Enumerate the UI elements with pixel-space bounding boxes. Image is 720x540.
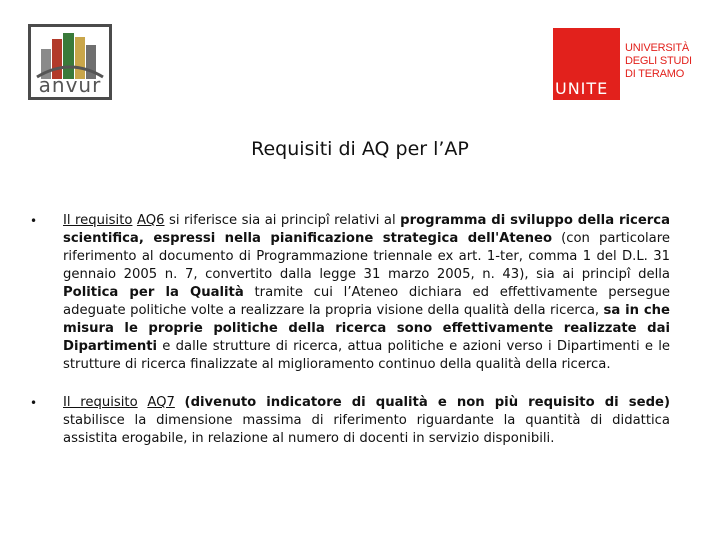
unite-name-line: DI TERAMO	[625, 68, 685, 80]
bullet-item	[30, 212, 670, 374]
unite-name-line: DEGLI STUDI	[625, 55, 692, 67]
bullet-icon: •	[30, 214, 38, 228]
text-run-bold: sa in che misura le proprie politiche della ricerca sono effettivamente realizzate dai Dipartimenti	[63, 303, 670, 354]
anvur-logo	[28, 24, 112, 100]
text-run-bold: (divenuto indicatore di qualità e non più requisito di sede)	[184, 395, 670, 410]
unite-name-line: UNIVERSITÀ	[625, 42, 690, 54]
requisito-label: Il requisito	[63, 395, 138, 410]
bullet-text	[63, 212, 670, 374]
unite-logo	[553, 28, 703, 100]
slide-title: Requisiti di AQ per l’AP	[251, 138, 469, 160]
text-run: tramite cui l’Ateneo dichiara ed effettivamente persegue adeguate politiche volte a realizzare la propria visione della qualità della ricerca,	[63, 285, 670, 318]
anvur-wordmark: anvur	[38, 73, 102, 97]
bullet-item	[30, 394, 670, 448]
text-run: si riferisce sia ai principî relativi al	[164, 213, 401, 228]
text-run	[175, 395, 185, 410]
text-run: e dalle strutture di ricerca, attua politiche e azioni verso i Dipartimenti e le strutture di ricerca finalizzate al miglioramento continuo della qualità della ricerca.	[63, 339, 670, 372]
text-run-bold: programma di sviluppo della ricerca scientifica, espressi nella pianificazione strategica dell'Ateneo	[63, 213, 670, 246]
requisito-code: AQ6	[136, 213, 165, 228]
text-run: stabilisce la dimensione massima di riferimento riguardante la quantità di didattica assistita erogabile, in relazione al numero di docenti in servizio disponibili.	[63, 413, 670, 446]
text-run: (con particolare riferimento al documento di Programmazione triennale ex art. 1-ter, comma 1 del D.L. 31 gennaio 2005 n. 7, convertito dalla legge 31 marzo 2005, n. 43), sia ai principî della	[63, 231, 670, 282]
unite-red-box	[553, 28, 620, 100]
bullet-icon: •	[30, 396, 38, 410]
bullet-text	[63, 394, 670, 448]
unite-university-name	[625, 42, 703, 81]
bullet-list	[30, 212, 670, 468]
unite-box-text: UNITE	[555, 79, 609, 98]
requisito-label: Il requisito	[63, 213, 133, 228]
text-run-bold: Politica per la Qualità	[63, 285, 244, 300]
requisito-code: AQ7	[147, 395, 175, 410]
